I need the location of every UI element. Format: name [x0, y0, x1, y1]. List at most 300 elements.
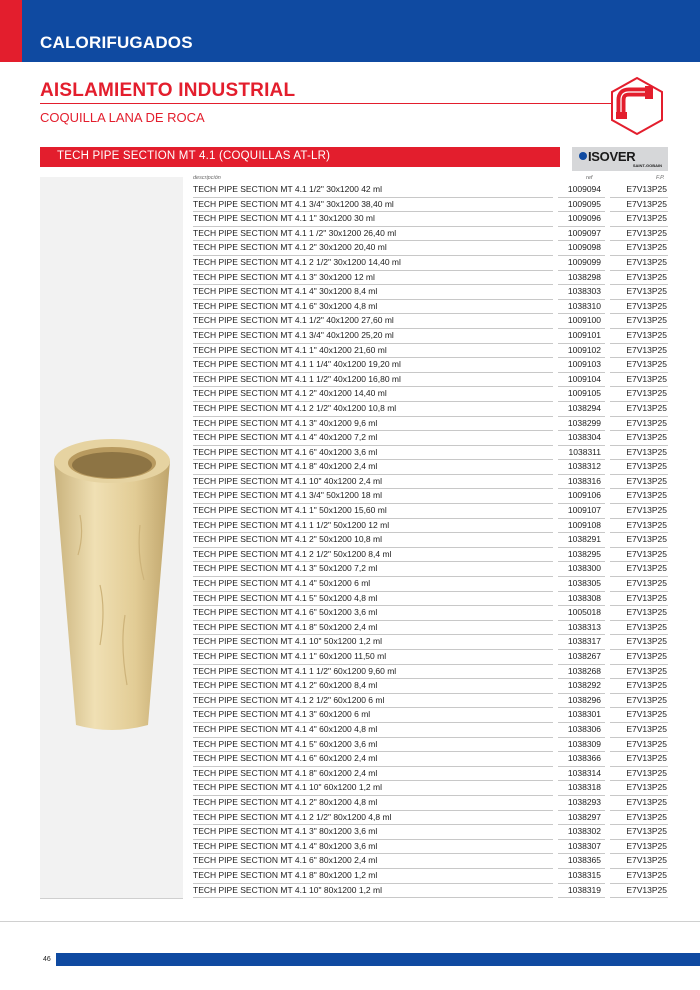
logo-subtitle: SAINT-GOBAIN	[632, 163, 662, 168]
row-fp: E7V13P25	[626, 869, 667, 880]
row-fp: E7V13P25	[626, 796, 667, 807]
row-description: TECH PIPE SECTION MT 4.1 10" 50x1200 1,2 ml	[193, 636, 382, 647]
table-row	[193, 738, 668, 753]
table-row	[193, 723, 668, 738]
row-ref: 1038293	[567, 796, 601, 807]
row-ref: 1009101	[567, 329, 601, 340]
column-gap	[553, 767, 558, 782]
column-gap	[553, 504, 558, 519]
row-ref: 1038294	[567, 402, 601, 413]
row-fp: E7V13P25	[626, 402, 667, 413]
table-row	[193, 869, 668, 884]
isover-logo	[572, 147, 668, 171]
column-gap	[553, 519, 558, 534]
table-row	[193, 840, 668, 855]
table-row	[193, 256, 668, 271]
row-ref: 1038314	[567, 767, 601, 778]
column-gap	[605, 489, 610, 504]
row-fp: E7V13P25	[626, 621, 667, 632]
row-ref: 1009098	[567, 242, 601, 253]
table-row	[193, 227, 668, 242]
column-gap	[605, 767, 610, 782]
row-ref: 1038307	[567, 840, 601, 851]
table-row	[193, 650, 668, 665]
column-gap	[605, 314, 610, 329]
column-gap	[553, 840, 558, 855]
product-photo	[40, 177, 183, 899]
column-gap	[553, 884, 558, 899]
table-row	[193, 504, 668, 519]
row-description: TECH PIPE SECTION MT 4.1 2" 30x1200 20,40 ml	[193, 242, 387, 253]
row-fp: E7V13P25	[626, 242, 667, 253]
row-ref: 1038300	[567, 563, 601, 574]
row-fp: E7V13P25	[626, 432, 667, 443]
column-gap	[605, 373, 610, 388]
row-description: TECH PIPE SECTION MT 4.1 5" 60x1200 3,6 ml	[193, 738, 378, 749]
table-row	[193, 475, 668, 490]
column-gap	[553, 460, 558, 475]
row-description: TECH PIPE SECTION MT 4.1 3" 60x1200 6 ml	[193, 709, 371, 720]
table-row	[193, 708, 668, 723]
column-gap	[553, 373, 558, 388]
table-row	[193, 241, 668, 256]
row-description: TECH PIPE SECTION MT 4.1 1 /2" 30x1200 26,40 ml	[193, 227, 397, 238]
column-gap	[553, 329, 558, 344]
column-gap	[605, 723, 610, 738]
row-ref: 1038292	[567, 680, 601, 691]
row-description: TECH PIPE SECTION MT 4.1 6" 30x1200 4,8 ml	[193, 300, 378, 311]
column-gap	[553, 811, 558, 826]
column-gap	[553, 869, 558, 884]
row-ref: 1009107	[567, 505, 601, 516]
row-fp: E7V13P25	[626, 709, 667, 720]
column-gap	[553, 446, 558, 461]
row-ref: 1038308	[567, 592, 601, 603]
table-row	[193, 854, 668, 869]
column-gap	[605, 227, 610, 242]
row-fp: E7V13P25	[626, 767, 667, 778]
table-row	[193, 417, 668, 432]
table-row	[193, 548, 668, 563]
row-ref: 1009108	[567, 519, 601, 530]
column-gap	[553, 694, 558, 709]
row-description: TECH PIPE SECTION MT 4.1 8" 60x1200 2,4 ml	[193, 767, 378, 778]
pipe-section-image	[50, 435, 174, 735]
table-row	[193, 402, 668, 417]
row-fp: E7V13P25	[626, 680, 667, 691]
row-ref: 1038316	[567, 475, 601, 486]
row-description: TECH PIPE SECTION MT 4.1 4" 40x1200 7,2 ml	[193, 432, 378, 443]
product-table	[193, 183, 668, 898]
row-fp: E7V13P25	[626, 840, 667, 851]
row-fp: E7V13P25	[626, 198, 667, 209]
row-description: TECH PIPE SECTION MT 4.1 1 1/2" 40x1200 16,80 ml	[193, 373, 401, 384]
column-gap	[605, 519, 610, 534]
row-ref: 1038315	[567, 869, 601, 880]
row-description: TECH PIPE SECTION MT 4.1 3/4" 50x1200 18 ml	[193, 490, 382, 501]
row-ref: 1038312	[567, 461, 601, 472]
column-gap	[553, 752, 558, 767]
row-fp: E7V13P25	[626, 592, 667, 603]
table-row	[193, 300, 668, 315]
row-description: TECH PIPE SECTION MT 4.1 6" 50x1200 3,6 ml	[193, 607, 378, 618]
table-row	[193, 621, 668, 636]
column-gap	[553, 475, 558, 490]
column-gap	[553, 256, 558, 271]
footer-bar	[56, 953, 700, 966]
row-ref: 1038318	[567, 782, 601, 793]
table-row	[193, 562, 668, 577]
table-row	[193, 767, 668, 782]
column-gap	[553, 198, 558, 213]
product-title: TECH PIPE SECTION MT 4.1 (COQUILLAS AT-LR)	[57, 150, 331, 162]
column-gap	[553, 358, 558, 373]
column-gap	[605, 665, 610, 680]
row-fp: E7V13P25	[626, 723, 667, 734]
row-fp: E7V13P25	[626, 505, 667, 516]
table-row	[193, 373, 668, 388]
column-gap	[553, 548, 558, 563]
column-gap	[553, 489, 558, 504]
column-gap	[605, 329, 610, 344]
row-fp: E7V13P25	[626, 826, 667, 837]
row-ref: 1009104	[567, 373, 601, 384]
row-description: TECH PIPE SECTION MT 4.1 1 1/2" 60x1200 9,60 ml	[193, 665, 397, 676]
table-row	[193, 519, 668, 534]
column-gap	[605, 300, 610, 315]
logo-wordmark: ISOVER	[588, 149, 636, 164]
row-fp: E7V13P25	[626, 563, 667, 574]
row-fp: E7V13P25	[626, 315, 667, 326]
row-description: TECH PIPE SECTION MT 4.1 1" 60x1200 11,50 ml	[193, 651, 387, 661]
table-row	[193, 606, 668, 621]
row-fp: E7V13P25	[626, 286, 667, 297]
column-gap	[605, 504, 610, 519]
column-gap	[605, 358, 610, 373]
row-fp: E7V13P25	[626, 651, 667, 661]
table-row	[193, 592, 668, 607]
column-gap	[605, 446, 610, 461]
table-row	[193, 358, 668, 373]
row-ref: 1038298	[567, 271, 601, 282]
row-description: TECH PIPE SECTION MT 4.1 1/2" 30x1200 42 ml	[193, 184, 382, 194]
row-ref: 1038301	[567, 709, 601, 720]
row-description: TECH PIPE SECTION MT 4.1 8" 80x1200 1,2 ml	[193, 869, 378, 880]
row-ref: 1009106	[567, 490, 601, 501]
row-description: TECH PIPE SECTION MT 4.1 2" 50x1200 10,8 ml	[193, 534, 382, 545]
row-ref: 1038302	[567, 826, 601, 837]
column-gap	[553, 577, 558, 592]
table-row	[193, 811, 668, 826]
row-ref: 1009094	[567, 184, 601, 194]
table-row	[193, 825, 668, 840]
column-gap	[605, 679, 610, 694]
row-ref: 1009102	[567, 344, 601, 355]
column-gap	[553, 212, 558, 227]
row-description: TECH PIPE SECTION MT 4.1 6" 40x1200 3,6 ml	[193, 446, 378, 457]
row-description: TECH PIPE SECTION MT 4.1 3/4" 30x1200 38,40 ml	[193, 198, 394, 209]
column-gap	[553, 708, 558, 723]
row-description: TECH PIPE SECTION MT 4.1 2 1/2" 30x1200 14,40 ml	[193, 256, 401, 267]
column-gap	[605, 840, 610, 855]
row-description: TECH PIPE SECTION MT 4.1 8" 40x1200 2,4 ml	[193, 461, 378, 472]
column-gap	[553, 650, 558, 665]
row-ref: 1038291	[567, 534, 601, 545]
row-fp: E7V13P25	[626, 534, 667, 545]
table-row	[193, 665, 668, 680]
row-fp: E7V13P25	[626, 490, 667, 501]
column-gap	[605, 635, 610, 650]
column-gap	[605, 562, 610, 577]
row-description: TECH PIPE SECTION MT 4.1 2 1/2" 40x1200 10,8 ml	[193, 402, 397, 413]
row-description: TECH PIPE SECTION MT 4.1 4" 30x1200 8,4 ml	[193, 286, 378, 297]
column-gap	[605, 256, 610, 271]
column-gap	[605, 198, 610, 213]
row-ref: 1009095	[567, 198, 601, 209]
row-ref: 1009099	[567, 256, 601, 267]
row-fp: E7V13P25	[626, 329, 667, 340]
row-description: TECH PIPE SECTION MT 4.1 6" 80x1200 2,4 ml	[193, 855, 378, 866]
column-gap	[553, 781, 558, 796]
column-gap	[553, 344, 558, 359]
column-gap	[605, 884, 610, 899]
column-gap	[553, 825, 558, 840]
column-header-ref: ref	[586, 175, 593, 181]
row-fp: E7V13P25	[626, 227, 667, 238]
row-fp: E7V13P25	[626, 607, 667, 618]
row-description: TECH PIPE SECTION MT 4.1 2 1/2" 60x1200 6 ml	[193, 694, 385, 705]
row-ref: 1038309	[567, 738, 601, 749]
column-gap	[553, 854, 558, 869]
column-gap	[553, 665, 558, 680]
column-gap	[605, 825, 610, 840]
row-ref: 1009100	[567, 315, 601, 326]
column-gap	[553, 635, 558, 650]
row-fp: E7V13P25	[626, 271, 667, 282]
row-ref: 1038303	[567, 286, 601, 297]
column-header-fp: F.P.	[656, 175, 665, 181]
row-ref: 1038299	[567, 417, 601, 428]
table-row	[193, 344, 668, 359]
column-gap	[605, 708, 610, 723]
column-gap	[553, 738, 558, 753]
row-fp: E7V13P25	[626, 782, 667, 793]
column-gap	[605, 796, 610, 811]
row-ref: 1009103	[567, 359, 601, 370]
row-description: TECH PIPE SECTION MT 4.1 3" 80x1200 3,6 ml	[193, 826, 378, 837]
row-fp: E7V13P25	[626, 213, 667, 224]
table-row	[193, 183, 668, 198]
row-fp: E7V13P25	[626, 344, 667, 355]
column-gap	[553, 183, 558, 198]
column-gap	[605, 533, 610, 548]
row-ref: 1038306	[567, 723, 601, 734]
column-gap	[605, 592, 610, 607]
row-ref: 1038365	[567, 855, 601, 866]
row-description: TECH PIPE SECTION MT 4.1 1/2" 40x1200 27,60 ml	[193, 315, 394, 326]
row-ref: 1038297	[567, 811, 601, 822]
column-gap	[605, 475, 610, 490]
row-ref: 1038305	[567, 578, 601, 589]
row-ref: 1038366	[567, 753, 601, 764]
table-row	[193, 635, 668, 650]
column-gap	[605, 752, 610, 767]
column-gap	[605, 460, 610, 475]
column-gap	[605, 183, 610, 198]
column-gap	[605, 694, 610, 709]
row-description: TECH PIPE SECTION MT 4.1 1" 40x1200 21,60 ml	[193, 344, 387, 355]
column-gap	[553, 300, 558, 315]
column-gap	[605, 417, 610, 432]
column-gap	[553, 387, 558, 402]
row-description: TECH PIPE SECTION MT 4.1 1 1/2" 50x1200 12 ml	[193, 519, 390, 530]
category-title: CALORIFUGADOS	[40, 33, 193, 52]
column-gap	[605, 738, 610, 753]
column-gap	[605, 344, 610, 359]
column-gap	[553, 431, 558, 446]
row-description: TECH PIPE SECTION MT 4.1 6" 60x1200 2,4 ml	[193, 753, 378, 764]
row-description: TECH PIPE SECTION MT 4.1 2" 40x1200 14,40 ml	[193, 388, 387, 399]
column-gap	[553, 285, 558, 300]
row-fp: E7V13P25	[626, 694, 667, 705]
column-gap	[553, 314, 558, 329]
row-ref: 1038304	[567, 432, 601, 443]
row-description: TECH PIPE SECTION MT 4.1 5" 50x1200 4,8 ml	[193, 592, 378, 603]
row-ref: 1009105	[567, 388, 601, 399]
table-row	[193, 694, 668, 709]
row-ref: 1009096	[567, 213, 601, 224]
column-gap	[553, 796, 558, 811]
column-gap	[605, 548, 610, 563]
table-row	[193, 796, 668, 811]
row-fp: E7V13P25	[626, 461, 667, 472]
table-row	[193, 387, 668, 402]
row-fp: E7V13P25	[626, 548, 667, 559]
column-gap	[605, 854, 610, 869]
row-ref: 1038267	[567, 651, 601, 661]
column-gap	[605, 285, 610, 300]
column-gap	[553, 592, 558, 607]
column-gap	[553, 227, 558, 242]
table-row	[193, 752, 668, 767]
section-title: AISLAMIENTO INDUSTRIAL	[40, 80, 296, 101]
column-gap	[605, 212, 610, 227]
column-gap	[605, 621, 610, 636]
row-ref: 1038311	[568, 446, 601, 457]
row-description: TECH PIPE SECTION MT 4.1 2" 80x1200 4,8 ml	[193, 796, 378, 807]
column-header-description: descripción	[193, 175, 221, 181]
row-description: TECH PIPE SECTION MT 4.1 3/4" 40x1200 25,20 ml	[193, 329, 394, 340]
row-fp: E7V13P25	[626, 884, 667, 895]
column-gap	[605, 387, 610, 402]
row-description: TECH PIPE SECTION MT 4.1 2 1/2" 80x1200 4,8 ml	[193, 811, 392, 822]
row-fp: E7V13P25	[626, 738, 667, 749]
column-gap	[553, 621, 558, 636]
table-row	[193, 679, 668, 694]
table-row	[193, 460, 668, 475]
row-fp: E7V13P25	[626, 417, 667, 428]
row-ref: 1038295	[567, 548, 601, 559]
row-description: TECH PIPE SECTION MT 4.1 1" 50x1200 15,60 ml	[193, 505, 387, 516]
logo-dot-icon	[579, 152, 587, 160]
row-fp: E7V13P25	[626, 753, 667, 764]
row-fp: E7V13P25	[626, 855, 667, 866]
column-gap	[605, 241, 610, 256]
row-description: TECH PIPE SECTION MT 4.1 2" 60x1200 8,4 ml	[193, 680, 378, 691]
row-description: TECH PIPE SECTION MT 4.1 10" 40x1200 2,4 ml	[193, 475, 382, 486]
row-ref: 1038319	[567, 884, 601, 895]
row-fp: E7V13P25	[626, 665, 667, 676]
row-ref: 1009097	[567, 227, 601, 238]
column-gap	[605, 402, 610, 417]
table-row	[193, 212, 668, 227]
row-description: TECH PIPE SECTION MT 4.1 1" 30x1200 30 ml	[193, 213, 375, 224]
column-gap	[553, 679, 558, 694]
row-fp: E7V13P25	[626, 300, 667, 311]
row-fp: E7V13P25	[626, 359, 667, 370]
table-row	[193, 285, 668, 300]
row-description: TECH PIPE SECTION MT 4.1 3" 40x1200 9,6 ml	[193, 417, 378, 428]
row-fp: E7V13P25	[626, 388, 667, 399]
row-fp: E7V13P25	[626, 519, 667, 530]
row-description: TECH PIPE SECTION MT 4.1 4" 60x1200 4,8 ml	[193, 723, 378, 734]
row-fp: E7V13P25	[626, 475, 667, 486]
row-description: TECH PIPE SECTION MT 4.1 10" 80x1200 1,2 ml	[193, 884, 382, 895]
row-fp: E7V13P25	[626, 578, 667, 589]
table-row	[193, 271, 668, 286]
column-gap	[553, 562, 558, 577]
table-row	[193, 489, 668, 504]
row-fp: E7V13P25	[626, 811, 667, 822]
column-gap	[605, 577, 610, 592]
column-gap	[553, 402, 558, 417]
table-row	[193, 431, 668, 446]
column-gap	[553, 606, 558, 621]
header-red-accent	[0, 0, 22, 62]
row-description: TECH PIPE SECTION MT 4.1 4" 50x1200 6 ml	[193, 578, 371, 589]
row-fp: E7V13P25	[626, 373, 667, 384]
row-fp: E7V13P25	[626, 184, 667, 194]
row-ref: 1038310	[567, 300, 601, 311]
row-ref: 1038296	[567, 694, 601, 705]
row-description: TECH PIPE SECTION MT 4.1 8" 50x1200 2,4 ml	[193, 621, 378, 632]
column-gap	[605, 431, 610, 446]
row-ref: 1005018	[567, 607, 601, 618]
column-gap	[553, 241, 558, 256]
column-gap	[605, 781, 610, 796]
table-row	[193, 314, 668, 329]
row-ref: 1038317	[567, 636, 601, 647]
column-gap	[605, 606, 610, 621]
column-gap	[605, 869, 610, 884]
row-ref: 1038313	[567, 621, 601, 632]
row-description: TECH PIPE SECTION MT 4.1 3" 30x1200 12 ml	[193, 271, 375, 282]
column-gap	[605, 811, 610, 826]
column-gap	[605, 271, 610, 286]
row-fp: E7V13P25	[626, 636, 667, 647]
table-row	[193, 329, 668, 344]
row-fp: E7V13P25	[626, 446, 667, 457]
section-divider	[40, 103, 615, 104]
column-gap	[553, 723, 558, 738]
table-row	[193, 884, 668, 899]
row-fp: E7V13P25	[626, 256, 667, 267]
column-gap	[605, 650, 610, 665]
table-row	[193, 781, 668, 796]
footer-divider	[0, 921, 700, 922]
table-row	[193, 577, 668, 592]
row-ref: 1038268	[567, 665, 601, 676]
